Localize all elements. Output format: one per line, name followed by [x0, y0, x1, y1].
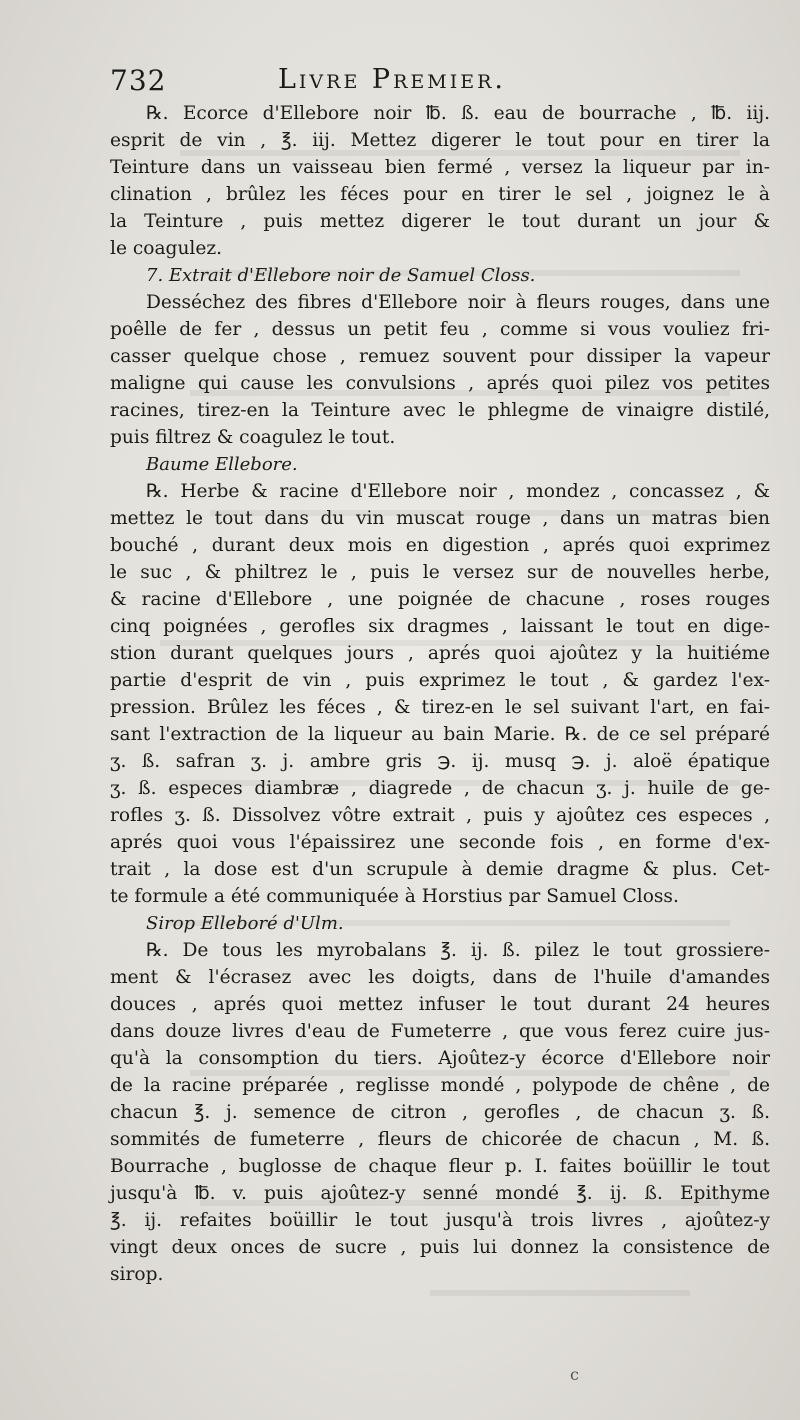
- text-line: qu'à la consomption du tiers. Ajoûtez-y écorce d'Ellebore noir: [110, 1048, 770, 1069]
- text-line: Sirop Elleboré d'Ulm.: [146, 913, 344, 934]
- footer-mark-text: c: [570, 1365, 579, 1384]
- text-line: aprés quoi vous l'épaissirez une seconde fois , en forme d'ex-: [110, 832, 770, 853]
- text-line: jusqu'à ℔. v. puis ajoûtez-y senné mondé ℥. ij. ß. Epithyme: [110, 1183, 770, 1204]
- text-line: & racine d'Ellebore , une poignée de chacune , roses rouges: [110, 589, 770, 610]
- page-number: 732: [110, 64, 167, 97]
- text-line: bouché , durant deux mois en digestion , aprés quoi exprimez: [110, 535, 770, 556]
- text-line: Desséchez des fibres d'Ellebore noir à fleurs rouges, dans une: [146, 292, 770, 313]
- text-line: pression. Brûlez les féces , & tirez-en le sel suivant l'art, en fai-: [110, 697, 770, 718]
- text-line: poêlle de fer , dessus un petit feu , comme si vous vouliez fri-: [110, 319, 770, 340]
- text-line: cinq poignées , gerofles six dragmes , laissant le tout en dige-: [110, 616, 770, 637]
- body-text: [110, 100, 770, 1288]
- text-line: vingt deux onces de sucre , puis lui donnez la consistence de: [110, 1237, 770, 1258]
- text-line: sommités de fumeterre , fleurs de chicorée de chacun , M. ß.: [110, 1129, 770, 1150]
- text-line: puis filtrez & coagulez le tout.: [110, 427, 396, 448]
- text-line: ℞. De tous les myrobalans ℥. ij. ß. pilez le tout grossiere-: [146, 940, 770, 961]
- text-line: le suc , & philtrez le , puis le versez sur de nouvelles herbe,: [110, 562, 770, 583]
- running-head: Livre Premier.: [278, 64, 506, 95]
- text-line: racines, tirez-en la Teinture avec le phlegme de vinaigre distilé,: [110, 400, 770, 421]
- text-line: clination , brûlez les féces pour en tirer le sel , joignez le à: [110, 184, 770, 205]
- text-line: de la racine préparée , reglisse mondé , polypode de chêne , de: [110, 1075, 770, 1096]
- text-line: partie d'esprit de vin , puis exprimez le tout , & gardez l'ex-: [110, 670, 770, 691]
- text-line: ℞. Herbe & racine d'Ellebore noir , mondez , concassez , &: [146, 481, 770, 502]
- footer-mark: [570, 1365, 584, 1385]
- text-line: la Teinture , puis mettez digerer le tout durant un jour &: [110, 211, 770, 232]
- text-line: trait , la dose est d'un scrupule à demie dragme & plus. Cet-: [110, 859, 770, 880]
- text-line: 7. Extrait d'Ellebore noir de Samuel Closs.: [146, 265, 536, 286]
- text-line: casser quelque chose , remuez souvent pour dissiper la vapeur: [110, 346, 770, 367]
- text-line: mettez le tout dans du vin muscat rouge , dans un matras bien: [110, 508, 770, 529]
- text-line: dans douze livres d'eau de Fumeterre , que vous ferez cuire jus-: [110, 1021, 770, 1042]
- text-line: ℥. ij. refaites boüillir le tout jusqu'à trois livres , ajoûtez-y: [110, 1210, 770, 1231]
- text-line: Bourrache , buglosse de chaque fleur p. I. faites boüillir le tout: [110, 1156, 770, 1177]
- text-line: Teinture dans un vaisseau bien fermé , versez la liqueur par in-: [110, 157, 770, 178]
- text-line: douces , aprés quoi mettez infuser le tout durant 24 heures: [110, 994, 770, 1015]
- text-line: ment & l'écrasez avec les doigts, dans de l'huile d'amandes: [110, 967, 770, 988]
- text-line: ʒ. ß. especes diambræ , diagrede , de chacun ʒ. j. huile de ge-: [110, 778, 770, 799]
- text-line: stion durant quelques jours , aprés quoi ajoûtez y la huitiéme: [110, 643, 770, 664]
- text-line: ℞. Ecorce d'Ellebore noir ℔. ß. eau de bourrache , ℔. iij.: [146, 103, 770, 124]
- text-line: Baume Ellebore.: [146, 454, 298, 475]
- text-line: chacun ℥. j. semence de citron , gerofles , de chacun ʒ. ß.: [110, 1102, 770, 1123]
- text-line: maligne qui cause les convulsions , aprés quoi pilez vos petites: [110, 373, 770, 394]
- text-line: ʒ. ß. safran ʒ. j. ambre gris ℈. ij. musq ℈. j. aloë épatique: [110, 751, 770, 772]
- text-line: te formule a été communiquée à Horstius par Samuel Closs.: [110, 886, 679, 907]
- text-line: le coagulez.: [110, 238, 223, 259]
- text-line: sant l'extraction de la liqueur au bain Marie. ℞. de ce sel préparé: [110, 724, 770, 745]
- text-line: sirop.: [110, 1264, 164, 1285]
- text-line: rofles ʒ. ß. Dissolvez vôtre extrait , puis y ajoûtez ces especes ,: [110, 805, 770, 826]
- text-line: esprit de vin , ℥. iij. Mettez digerer le tout pour en tirer la: [110, 130, 770, 151]
